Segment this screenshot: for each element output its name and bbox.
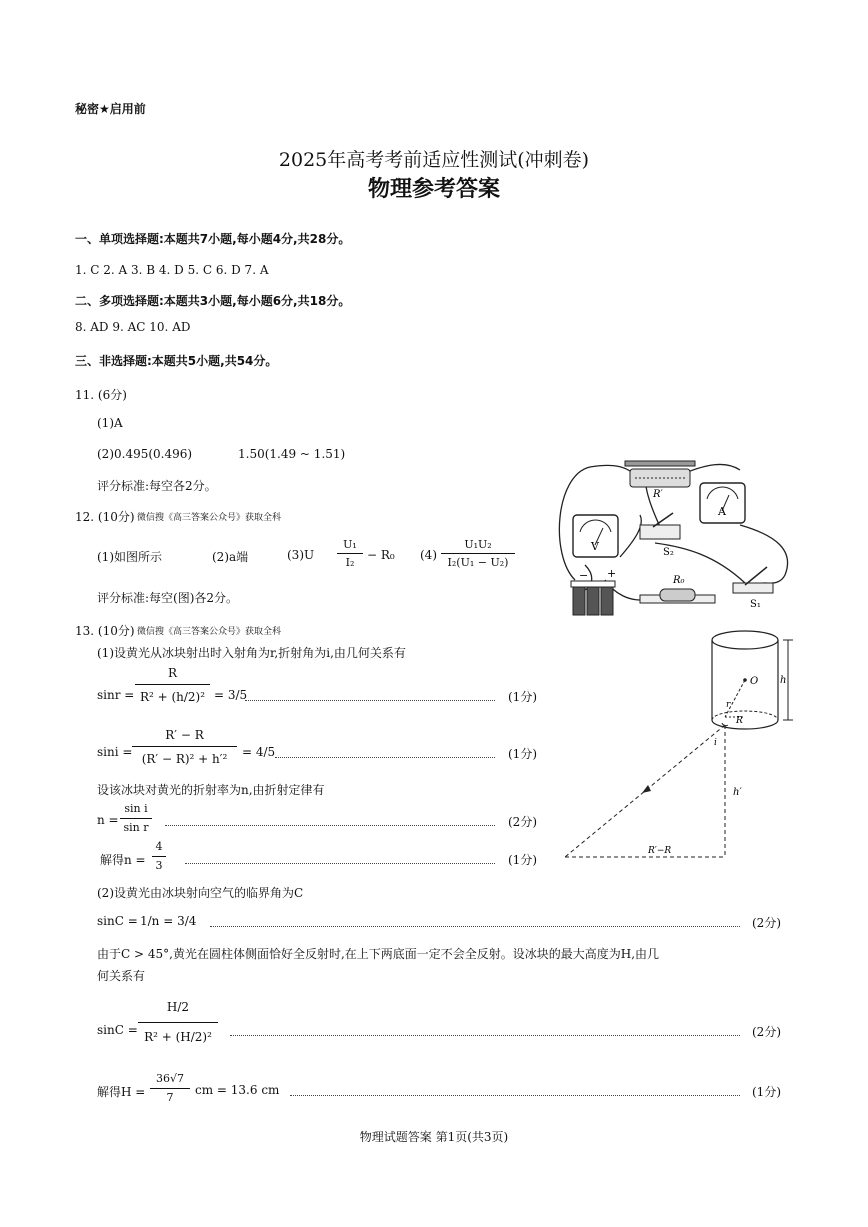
eq3-num: sin i xyxy=(124,802,148,815)
q13-para: 由于C > 45°,黄光在圆柱体侧面恰好全反射时,在上下两底面一定不会全反射。设冰块的最大高度为H,由几 xyxy=(97,947,660,961)
section1-heading: 一、单项选择题:本题共7小题,每小题4分,共28分。 xyxy=(75,232,351,246)
resistor-symbol xyxy=(640,589,715,603)
ammeter-label: A xyxy=(718,505,726,518)
eq6-lhs: sinC = xyxy=(97,1023,138,1037)
eq2-rhs: = 4/5 xyxy=(242,745,276,759)
base-label: R′−R xyxy=(648,846,672,856)
eq1-num: R xyxy=(167,666,178,680)
eq7-rhs: cm = 13.6 cm xyxy=(195,1083,280,1097)
center-label: O xyxy=(750,676,759,687)
switch1-label: S₁ xyxy=(750,599,761,610)
q12-a3-bar xyxy=(337,553,363,554)
q11-grading: 评分标准:每空各2分。 xyxy=(97,479,217,493)
answer-key-title: 物理参考答案 xyxy=(367,177,500,202)
q11-part2b: 1.50(1.49 ~ 1.51) xyxy=(238,447,346,461)
eq2-den: (R′ − R)² + h′² xyxy=(141,752,228,766)
eq1-lhs: sinr = xyxy=(97,688,135,702)
q11-title: 11. (6分) xyxy=(75,388,127,402)
eq2-leader xyxy=(275,757,495,758)
height-label: h xyxy=(780,675,787,686)
eq6-den: R² + (H/2)² xyxy=(144,1030,212,1044)
eq3-lhs: n = xyxy=(97,813,119,827)
eq5-mid: 1/n = 3/4 xyxy=(140,914,197,928)
angle-r-label: r xyxy=(726,700,731,710)
eq4-score: (1分) xyxy=(508,853,537,867)
q11-part2a: (2)0.495(0.496) xyxy=(97,447,193,461)
cylinder-bottom-back xyxy=(712,711,778,720)
eq7-den: 7 xyxy=(166,1091,174,1104)
q12-a2: (2)a端 xyxy=(212,550,249,564)
eq4-bar xyxy=(152,856,166,857)
section1-answers: 1. C 2. A 3. B 4. D 5. C 6. D 7. A xyxy=(75,263,269,277)
eq6-score: (2分) xyxy=(752,1025,781,1039)
q13-title: 13. (10分) xyxy=(75,624,135,638)
q12-a3-den: I₂ xyxy=(345,556,355,569)
hprime-label: h′ xyxy=(733,787,742,798)
eq6-leader xyxy=(230,1035,740,1036)
angle-i-label: i xyxy=(714,738,717,748)
eq4-lhs: 解得n = xyxy=(100,853,146,867)
exam-title: 2025年高考考前适应性测试(冲刺卷) xyxy=(278,149,590,171)
eq1-bar xyxy=(135,684,210,685)
q13-para2: 何关系有 xyxy=(97,969,146,983)
q13-watermark: 微信搜《高三答案公众号》获取全科 xyxy=(137,627,282,637)
eq3-den: sin r xyxy=(123,821,149,834)
battery-minus-label: − xyxy=(579,569,589,582)
switch2-symbol xyxy=(640,513,680,539)
eq1-score: (1分) xyxy=(508,690,537,704)
q12-title: 12. (10分) xyxy=(75,510,135,524)
q12-a4-prefix: (4) xyxy=(420,548,437,562)
section2-heading: 二、多项选择题:本题共3小题,每小题6分,共18分。 xyxy=(75,294,351,308)
cylinder-bottom-front xyxy=(712,720,778,729)
q12-a4-num: U₁U₂ xyxy=(464,538,492,551)
q12-a1: (1)如图所示 xyxy=(97,550,162,564)
q12-a3-num: U₁ xyxy=(343,538,357,551)
eq5-score: (2分) xyxy=(752,916,781,930)
eq7-score: (1分) xyxy=(752,1085,781,1099)
resistor-label: R₀ xyxy=(673,575,685,586)
eq6-num: H/2 xyxy=(166,1000,190,1014)
q11-part1: (1)A xyxy=(97,416,123,430)
radius-label: R xyxy=(736,716,743,726)
eq7-lhs: 解得H = xyxy=(97,1085,146,1099)
eq3-score: (2分) xyxy=(508,815,537,829)
confidential-label: 秘密★启用前 xyxy=(75,102,146,116)
voltmeter-label: V xyxy=(591,540,599,553)
eq1-den: R² + (h/2)² xyxy=(139,690,206,704)
eq2-bar xyxy=(132,746,237,747)
page-footer: 物理试题答案 第1页(共3页) xyxy=(359,1130,509,1144)
eq3-leader xyxy=(165,825,495,826)
eq7-num: 36√7 xyxy=(155,1072,184,1085)
q12-watermark: 微信搜《高三答案公众号》获取全科 xyxy=(137,513,282,523)
q12-a4-den: I₂(U₁ − U₂) xyxy=(447,556,509,569)
section2-answers: 8. AD 9. AC 10. AD xyxy=(75,320,191,334)
eq1-leader xyxy=(245,700,495,701)
q12-a3-tail: − R₀ xyxy=(367,548,395,562)
eq2-num: R′ − R xyxy=(165,728,204,742)
eq2-score: (1分) xyxy=(508,747,537,761)
rheostat-symbol xyxy=(625,461,695,487)
battery-symbol xyxy=(571,581,615,615)
battery-plus-label: + xyxy=(607,567,617,580)
q12-grading: 评分标准:每空(图)各2分。 xyxy=(97,591,239,605)
eq5-leader xyxy=(210,926,740,927)
eq7-bar xyxy=(150,1088,190,1089)
eq5-lhs: sinC = xyxy=(97,914,138,928)
q12-a3-prefix: (3)U xyxy=(287,548,315,562)
wire-switch2 xyxy=(620,515,641,557)
q12-a4-bar xyxy=(441,553,515,554)
ray-arrowhead xyxy=(642,785,651,793)
circuit-diagram xyxy=(545,455,810,625)
cylinder-top xyxy=(712,631,778,649)
eq2-lhs: sini = xyxy=(97,745,133,759)
q13-intro2: 设该冰块对黄光的折射率为n,由折射定律有 xyxy=(97,783,325,797)
section3-heading: 三、非选择题:本题共5小题,共54分。 xyxy=(75,354,278,368)
eq4-leader xyxy=(185,863,495,864)
eq4-num: 4 xyxy=(155,840,163,853)
eq1-rhs: = 3/5 xyxy=(214,688,248,702)
eq7-leader xyxy=(290,1095,740,1096)
wire-right xyxy=(740,525,788,583)
rheostat-label: R′ xyxy=(653,489,663,500)
eq3-bar xyxy=(120,818,152,819)
cylinder-diagram xyxy=(540,625,810,865)
eq4-den: 3 xyxy=(155,859,163,872)
switch1-symbol xyxy=(733,567,773,593)
q13-intro1: (1)设黄光从冰块射出时入射角为r,折射角为i,由几何关系有 xyxy=(97,646,406,660)
eq6-bar xyxy=(138,1022,218,1023)
switch2-label: S₂ xyxy=(663,547,674,558)
q13-intro3: (2)设黄光由冰块射向空气的临界角为C xyxy=(97,886,304,900)
